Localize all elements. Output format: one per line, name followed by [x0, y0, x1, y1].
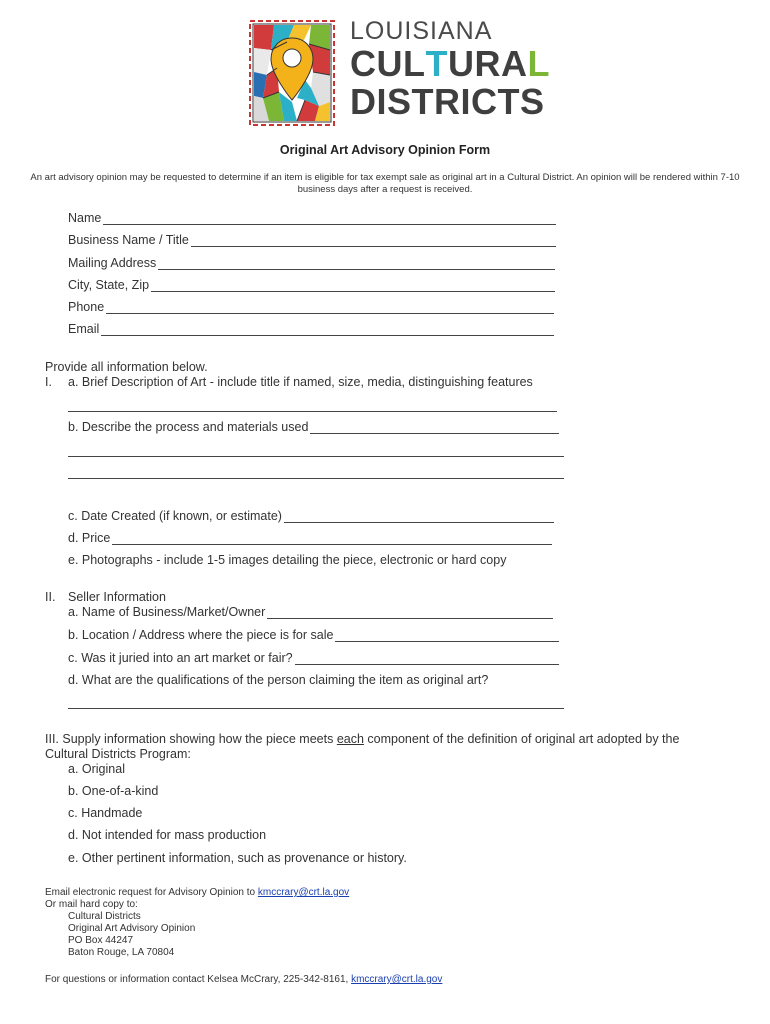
logo-cultural-letter: L [527, 43, 550, 84]
logo-cultural [350, 45, 550, 83]
address-line-2: Original Art Advisory Opinion [68, 923, 196, 934]
section-2a-input-line[interactable] [267, 606, 553, 619]
business-name-label: Business Name / Title [68, 233, 189, 247]
section-3-item-original: a. Original [68, 762, 125, 776]
logo-cultural-letter: R [474, 43, 501, 84]
section-1b-input-line-2[interactable] [68, 456, 564, 457]
mailing-address-field[interactable] [68, 254, 555, 270]
name-label: Name [68, 211, 102, 225]
logo-districts: DISTRICTS [350, 81, 545, 122]
section-1b-label: b. Describe the process and materials used [68, 420, 309, 434]
email-field[interactable] [68, 320, 554, 336]
logo-cultural-letter: C [350, 43, 377, 84]
section-3-rest: component of the definition of original art adopted by the [363, 732, 680, 746]
name-field[interactable] [68, 209, 556, 225]
address-line-1: Cultural Districts [68, 911, 141, 922]
footer-questions-link[interactable]: kmccrary@crt.la.gov [351, 974, 443, 985]
section-2b-field[interactable] [68, 626, 559, 642]
section-1d-label: d. Price [68, 531, 111, 545]
section-3-item-one-of-a-kind: b. One-of-a-kind [68, 784, 159, 798]
address-line-4: Baton Rouge, LA 70804 [68, 947, 175, 958]
email-input-line[interactable] [101, 323, 554, 336]
footer-questions-text: For questions or information contact Kelsea McCrary, 225-342-8161, [45, 974, 352, 985]
section-2c-label: c. Was it juried into an art market or fair? [68, 651, 293, 665]
provide-all-text: Provide all information below. [45, 360, 208, 374]
section-2-heading: Seller Information [68, 590, 166, 604]
form-title: Original Art Advisory Opinion Form [279, 143, 491, 157]
section-2c-input-line[interactable] [295, 652, 559, 665]
form-intro: An art advisory opinion may be requested to determine if an item is eligible for tax exempt sale as original art in a Cultural District. An opinion will be rendered within 7-10 business days after a request is received. [30, 172, 740, 195]
section-1c-field[interactable] [68, 507, 554, 523]
section-1-numeral: I. [45, 375, 52, 389]
phone-label: Phone [68, 300, 105, 314]
section-3-line2: Cultural Districts Program: [45, 747, 191, 761]
name-input-line[interactable] [103, 212, 556, 225]
logo-cultural-letter: T [425, 43, 448, 84]
section-1b-input-line-3[interactable] [68, 478, 564, 479]
logo-wordmark [350, 18, 550, 121]
section-1a-input-line[interactable] [68, 411, 557, 412]
section-3-item-other: e. Other pertinent information, such as provenance or history. [68, 851, 407, 865]
mailing-address-input-line[interactable] [158, 257, 555, 270]
section-1c-label: c. Date Created (if known, or estimate) [68, 509, 282, 523]
section-3-item-handmade: c. Handmade [68, 806, 143, 820]
section-1a-text: a. Brief Description of Art - include title if named, size, media, distinguishing features [68, 375, 533, 389]
phone-input-line[interactable] [106, 301, 554, 314]
cultural-districts-logo-icon [249, 20, 335, 126]
footer-mail-text: Or mail hard copy to: [45, 899, 138, 910]
section-2b-label: b. Location / Address where the piece is for sale [68, 628, 334, 642]
logo-cultural-letter: U [376, 43, 403, 84]
city-state-zip-input-line[interactable] [151, 279, 555, 292]
business-name-input-line[interactable] [191, 234, 556, 247]
section-2b-input-line[interactable] [335, 629, 559, 642]
section-1b-field[interactable] [68, 418, 559, 434]
section-2d-input-line[interactable] [68, 708, 564, 709]
logo-cultural-letter: A [501, 43, 528, 84]
logo-cultural-letter: U [448, 43, 475, 84]
section-2a-label: a. Name of Business/Market/Owner [68, 605, 266, 619]
city-state-zip-label: City, State, Zip [68, 278, 150, 292]
section-2-numeral: II. [45, 590, 56, 604]
section-3-lead: III. Supply information showing how the piece meets [45, 732, 337, 746]
address-line-3: PO Box 44247 [68, 935, 134, 946]
city-state-zip-field[interactable] [68, 276, 555, 292]
business-name-field[interactable] [68, 231, 556, 247]
section-1d-field[interactable] [68, 529, 552, 545]
phone-field[interactable] [68, 298, 554, 314]
email-label: Email [68, 322, 100, 336]
section-1e-text: e. Photographs - include 1-5 images detailing the piece, electronic or hard copy [68, 553, 507, 567]
section-3-item-mass-production: d. Not intended for mass production [68, 828, 267, 842]
section-1c-input-line[interactable] [284, 510, 554, 523]
section-1b-input-line[interactable] [310, 421, 559, 434]
footer-email-text: Email electronic request for Advisory Opinion to [45, 887, 258, 898]
section-2d-text: d. What are the qualifications of the person claiming the item as original art? [68, 673, 489, 687]
mailing-address-label: Mailing Address [68, 256, 157, 270]
footer-email-line [45, 887, 349, 899]
section-3-emphasis: each [336, 732, 364, 746]
footer-questions-line [45, 974, 442, 986]
section-2c-field[interactable] [68, 649, 559, 665]
logo-louisiana: LOUISIANA [350, 17, 493, 45]
logo-cultural-letter: L [403, 43, 426, 84]
section-2a-field[interactable] [68, 603, 553, 619]
section-1d-input-line[interactable] [112, 532, 552, 545]
section-3-intro [45, 732, 679, 747]
footer-email-link[interactable]: kmccrary@crt.la.gov [257, 887, 350, 898]
